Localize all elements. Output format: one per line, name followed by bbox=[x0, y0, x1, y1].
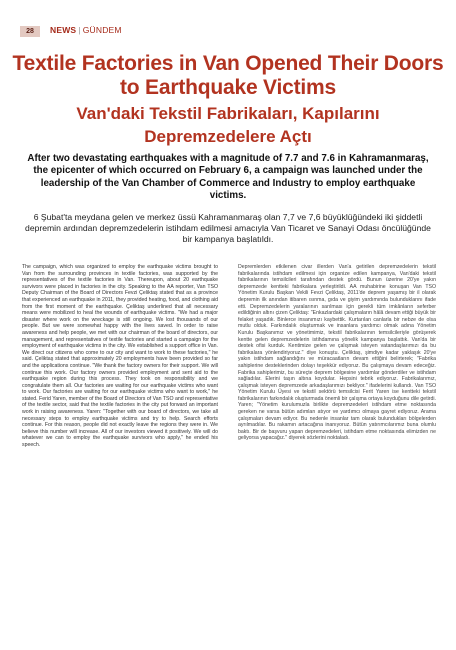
section-name: NEWS bbox=[50, 25, 77, 35]
lead-english: After two devastating earthquakes with a magnitude of 7.7 and 7.6 in Kahramanmaraş, the epicenter of which occurred on February 6, a campaign was launched under the leadership of the Van Chamber of Commerce and Industry to employ earthquake victims. bbox=[27, 153, 429, 201]
body-column-turkish bbox=[238, 264, 436, 442]
section-label bbox=[50, 25, 122, 35]
headline-turkish: Van'daki Tekstil Fabrikaları, Kapılarını Depremzedelere Açtı bbox=[76, 104, 380, 146]
page-header bbox=[0, 0, 456, 50]
body-text-turkish: Depremlerden etkilenen civar illerden Van'a getirilen depremzedelerin tekstil fabrikalarında istihdam edilmesi için organize edilen kampanya, Van'daki tekstil fabrikalarının temsilcileri tarafından destek gördü. Bunun üzerine 20'ye yakın depremzede kentteki fabrikalara yerleştirildi. AA muhabirine konuşan Van TSO Yönetim Kurulu Başkan Vekili Fevzi Çeliktaş, 2011'de deprem yaşamış bir il olarak depremin ilk anından itibaren ısınma, gıda ve giyim yardımında bulunduklarını ifade etti. Depremzedelerin yaralarının sarılması için gerekli tüm imkânların seferber edildiğinin altını çizen Çeliktaş: "Enkazlardaki çalışmaların hâlâ devam ettiği büyük bir felaket yaşadık. Binlerce insanımızı kaybettik. Kurtarılan canlarla bir nebze de olsa mutlu olduk. Farkındalık oluşturmak ve insanlara yardımcı olmak adına Yönetim Kurulu Başkanımız ve yönetimimiz, tekstil fabrikalarının temsilcileriyle görüşerek kentte gelen depremzedelerin istihdamına yönelik kampanya başlattık. Van'da bir destek ofisi kurduk. Kentimize gelen ve çalışmak isteyen vatandaşlarımızı da bu fabrikalara yönlendiriyoruz." diye konuştu. Çeliktaş, şimdiye kadar yaklaşık 20'ye yakın istihdam sağlandığını ve müracaatların devam ettiğini belirterek; "Fabrika sahiplerine desteklerinden dolayı teşekkür ediyoruz. Bu çalışmaya devam edeceğiz. Fabrika sahiplerimiz, bu süreçte deprem bölgesine yardımlar gönderdiler ve istihdam sağladılar. Elerini taşın altına koydular. Hepsini tebrik ediyoruz. Fabrikalarımız, çalışmak isteyen depremzede arkadaşlarımızı bekliyor." ifadelerini kullandı. Van TSO Yönetim Kurulu Üyesi ve tekstil sektörü temsilcisi Ferit Yaren ise kentteki tekstil fabrikalarının farkındalık oluşturmada önemli bir çalışma ortaya koyduğunu dile getirdi. Yaren; "Yönetim kurulumuzla birlikte depremzedeleri istihdam etme noktasında gereken ne varsa bütün adımları atıyor ve yardımcı olmaya gayret ediyoruz. Arama çalışmaları devam ediyor. Bu nedenle insanlar tam olarak bulundukları bölgelerden ayrılmadılar. Bu rakamın artacağına inanıyoruz. Bütün yatırımcılarımız buna olumlu baktı. Bir de başvuru yapan depremzedeleri, istihdam etme noktasında elimizden ne geliyorsa yapacağız." diyerek sözlerini noktaladı. bbox=[238, 264, 436, 442]
section-subname: GÜNDEM bbox=[82, 25, 122, 35]
page-number: 28 bbox=[20, 26, 40, 37]
headline-english: Textile Factories in Van Opened Their Doors to Earthquake Victims bbox=[12, 52, 444, 99]
body-column-english bbox=[22, 264, 218, 449]
body-text-english: The campaign, which was organized to employ the earthquake victims brought to Van from the surrounding provinces in textile factories, was supported by the representatives of the textile factories in Van. Thereupon, about 20 earthquake survivors were placed in factories in the city. Speaking to the AA reporter, Van TSO Deputy Chairman of the Board of Directors Fevzi Çeliktaş stated that as a province that experienced an earthquake in 2011, they provided heating, food, and clothing aid from the first moment of the earthquake. Çeliktaş underlined that all necessary means were mobilized to heal the wounds of earthquake victims. "We had a major disaster where work on the wreckage is still ongoing. We lost thousands of our people. But we were somewhat happy with the lives saved. In order to raise awareness and help people, we met with our chairman of the board of directors, our management, and representatives of textile factories and started a campaign for the employment of earthquake victims in the city. We established a support office in Van. We direct our citizens who come to our city and want to work to these factories," he said. Çeliktaş stated that approximately 20 employments have been provided so far and the applications continue. "We thank the factory owners for their support. We will continue this work. Our factory owners provided employment and sent aid to the earthquake region during this process. They took on responsibility and we congratulate them all. Our factories are waiting for our earthquake victims who want to work. Our factories are waiting for our earthquake victims who want to work," he stated. Ferid Yaren, member of the Board of Directors of Van TSO and representative of the textile sector, said that the textile factories in the city put forward an important work in raising awareness. Yaren: "Together with our board of directors, we take all necessary steps to employ earthquake victims and try to help. Search efforts continue. For this reason, people did not exactly leave the regions they were in. We believe this number will increase. All of our investors viewed it positively. We will do whatever we can to employ the earthquake survivors who apply," he ended his speech. bbox=[22, 264, 218, 449]
lead-turkish: 6 Şubat'ta meydana gelen ve merkez üssü Kahramanmaraş olan 7,7 ve 7,6 büyüklüğündeki iki şiddetli depremin ardından depremzedelerin istihdam edilmesi amacıyla Van Ticaret ve Sanayi Odası öncülüğünde bir kampanya başlatıldı. bbox=[25, 212, 431, 245]
section-separator: | bbox=[78, 25, 81, 35]
